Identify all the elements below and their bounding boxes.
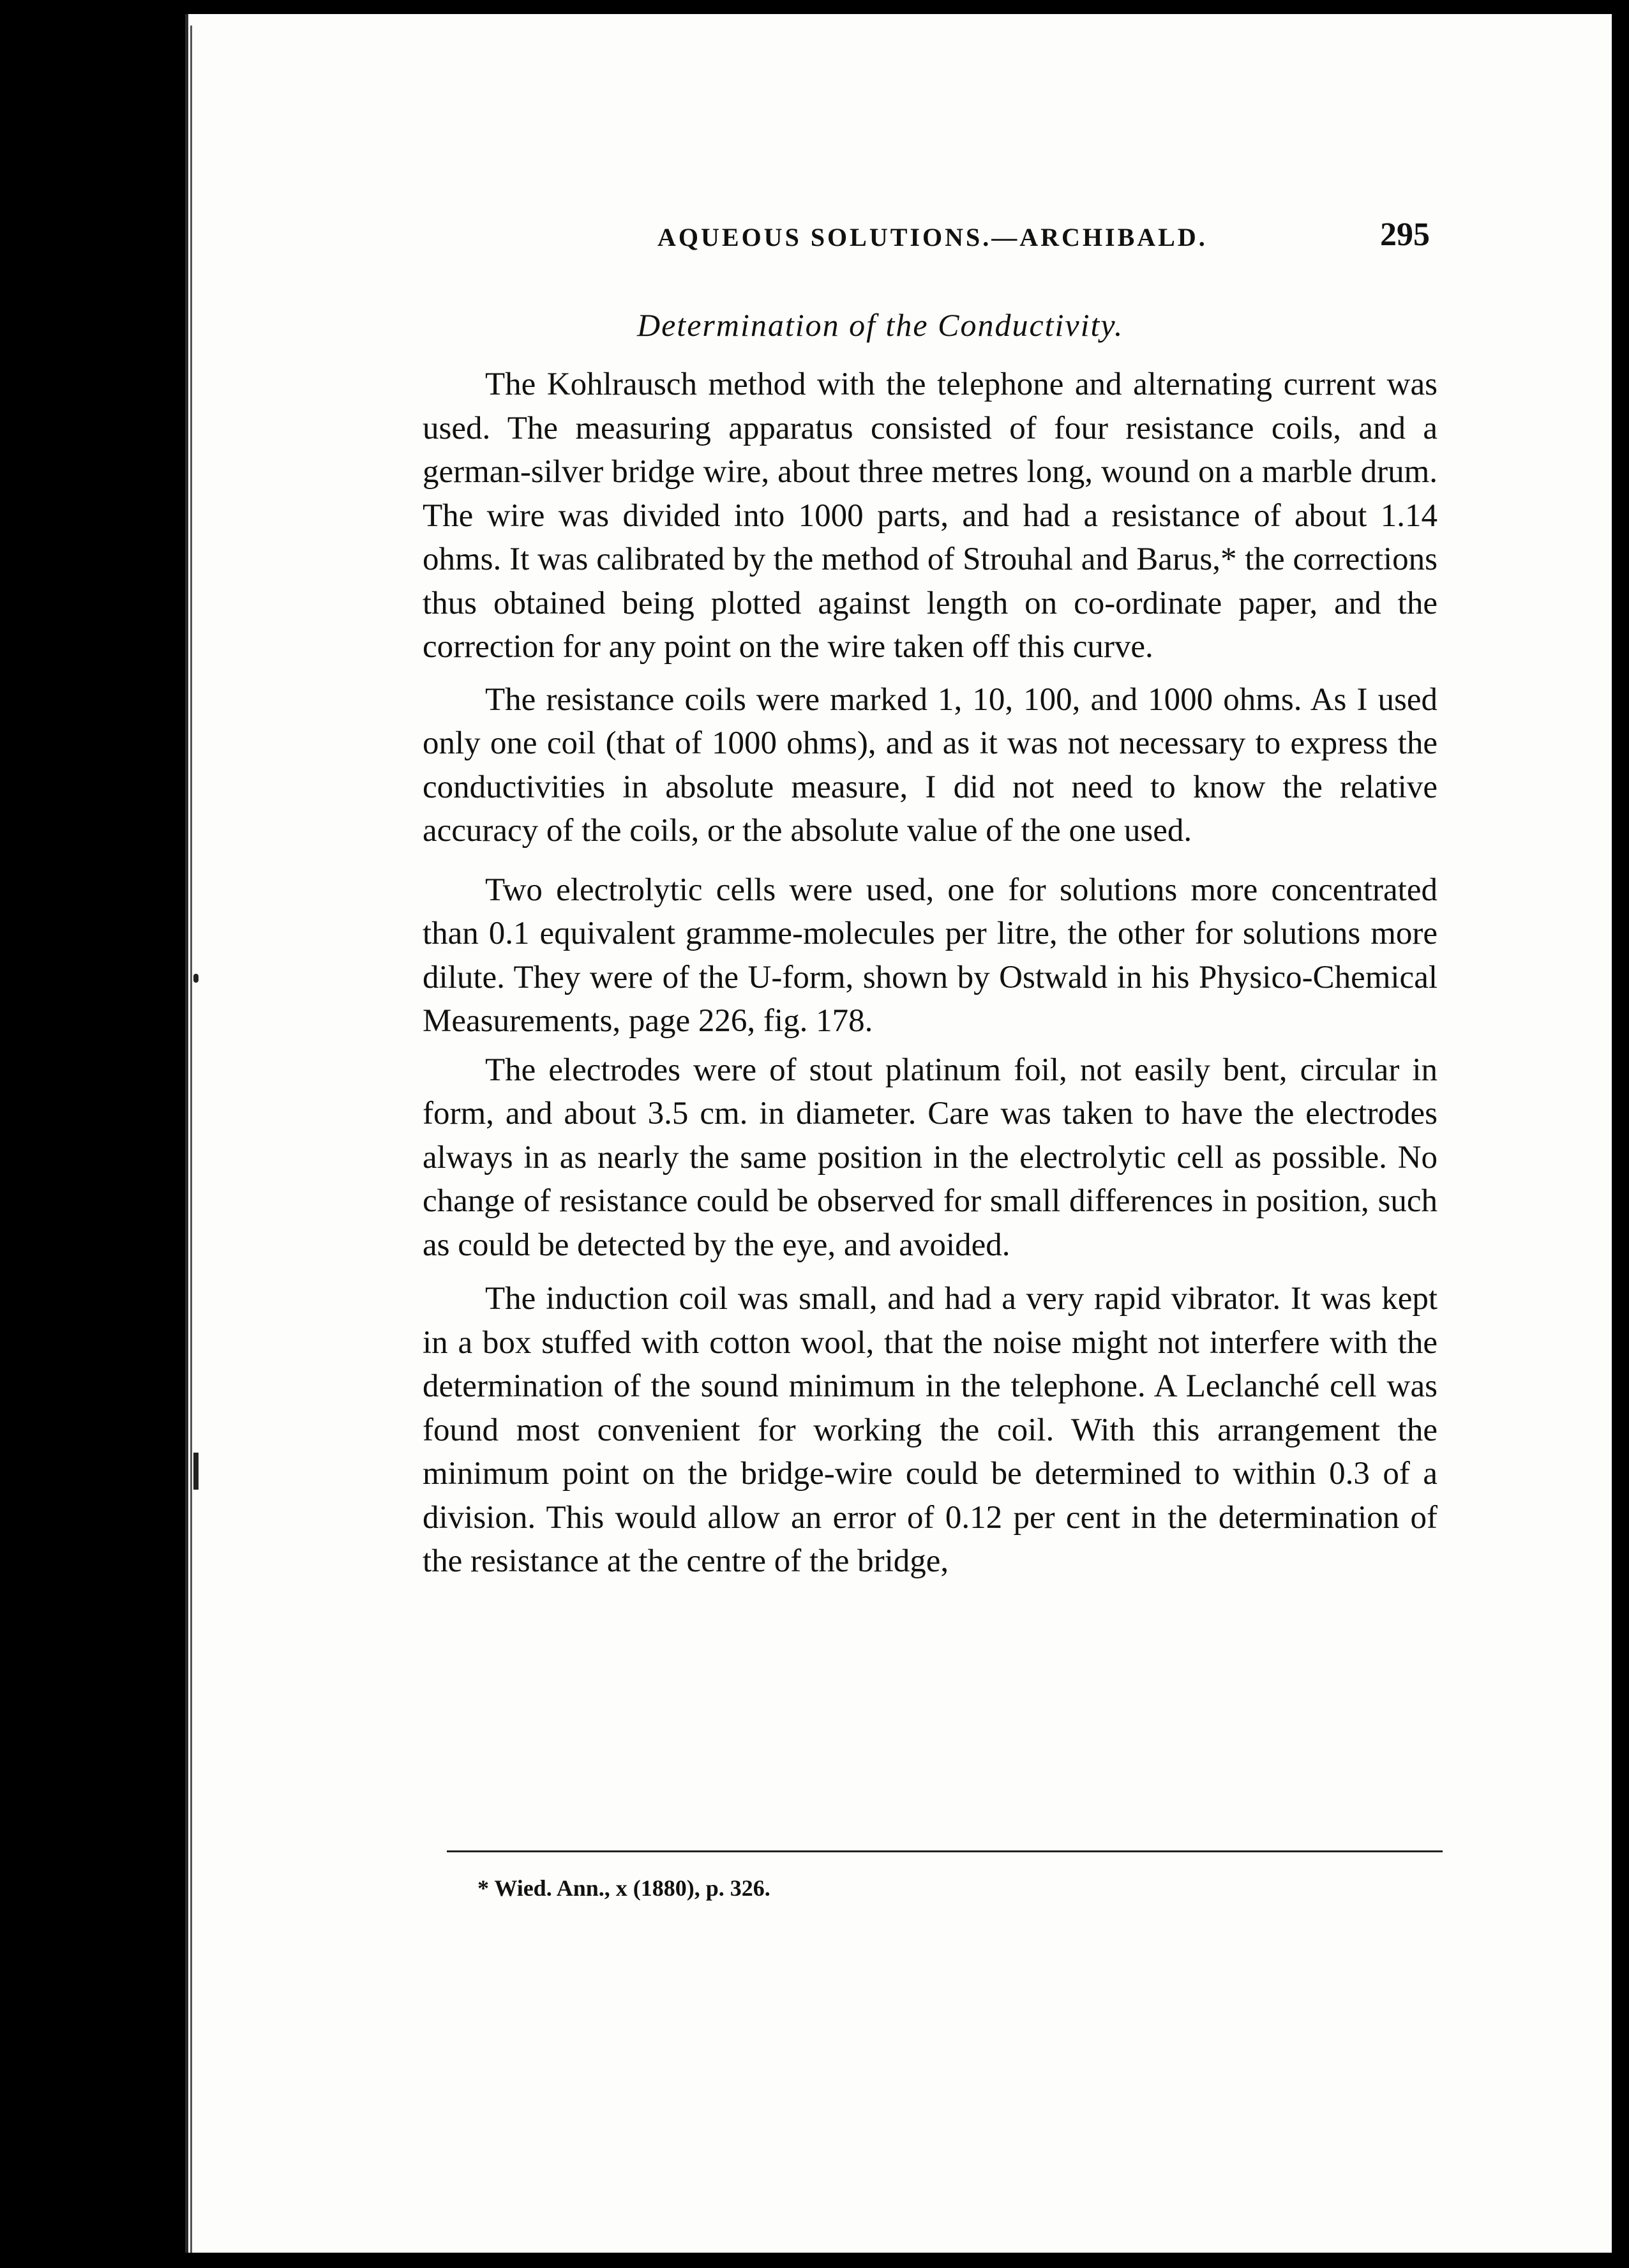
paragraph: Two electrolytic cells were used, one for solutions more concentrated than 0.1 equivalent gramme-molecules per litre, the other for solutions more dilute. They were of the U-form, shown by Ostwald in his Physico-Chemical Measurements, page 226, fig. 178.	[423, 872, 1438, 1039]
paragraph: The induction coil was small, and had a very rapid vibrator. It was kept in a box stuffed with cotton wool, that the noise might not interfere with the determination of the sound minimum in the telephone. A Leclanché cell was found most convenient for working the coil. With this arrangement the minimum point on the bridge-wire could be determined to within 0.3 of a division. This would allow an error of 0.12 per cent in the determination of the resistance at the centre of the bridge,	[423, 1281, 1438, 1579]
paragraph: The electrodes were of stout platinum foil, not easily bent, circular in form, and about 3.5 cm. in diameter. Care was taken to have the electrodes always in as nearly the same position in the electrolytic cell as possible. No change of resistance could be observed for small differences in position, such as could be detected by the eye, and avoided.	[423, 1052, 1438, 1263]
body-text	[423, 363, 1438, 1592]
paragraph: The resistance coils were marked 1, 10, 100, and 1000 ohms. As I used only one coil (that of 1000 ohms), and as it was not necessary to express the conductivities in absolute measure, I did not need to know the relative accuracy of the coils, or the absolute value of the one used.	[423, 681, 1438, 849]
margin-mark	[193, 974, 199, 983]
footnote: * Wied. Ann., x (1880), p. 326.	[477, 1875, 770, 1901]
section-heading: Determination of the Conductivity.	[637, 307, 1124, 343]
margin-mark	[193, 1453, 199, 1490]
right-scan-border	[1612, 14, 1629, 2268]
bottom-scan-border	[185, 2253, 1629, 2268]
page-number: 295	[1380, 216, 1430, 253]
binding-edge-rule	[190, 26, 192, 2254]
running-head: AQUEOUS SOLUTIONS.—ARCHIBALD.	[657, 223, 1208, 252]
footnote-rule	[447, 1850, 1443, 1852]
paragraph: The Kohlrausch method with the telephone and alternating current was used. The measuring apparatus consisted of four resistance coils, and a german-silver bridge wire, about three metres long, wound on a marble drum. The wire was divided into 1000 parts, and had a resistance of about 1.14 ohms. It was calibrated by the method of Strouhal and Barus,* the corrections thus obtained being plotted against length on co-ordinate paper, and the correction for any point on the wire taken off this curve.	[423, 367, 1438, 665]
